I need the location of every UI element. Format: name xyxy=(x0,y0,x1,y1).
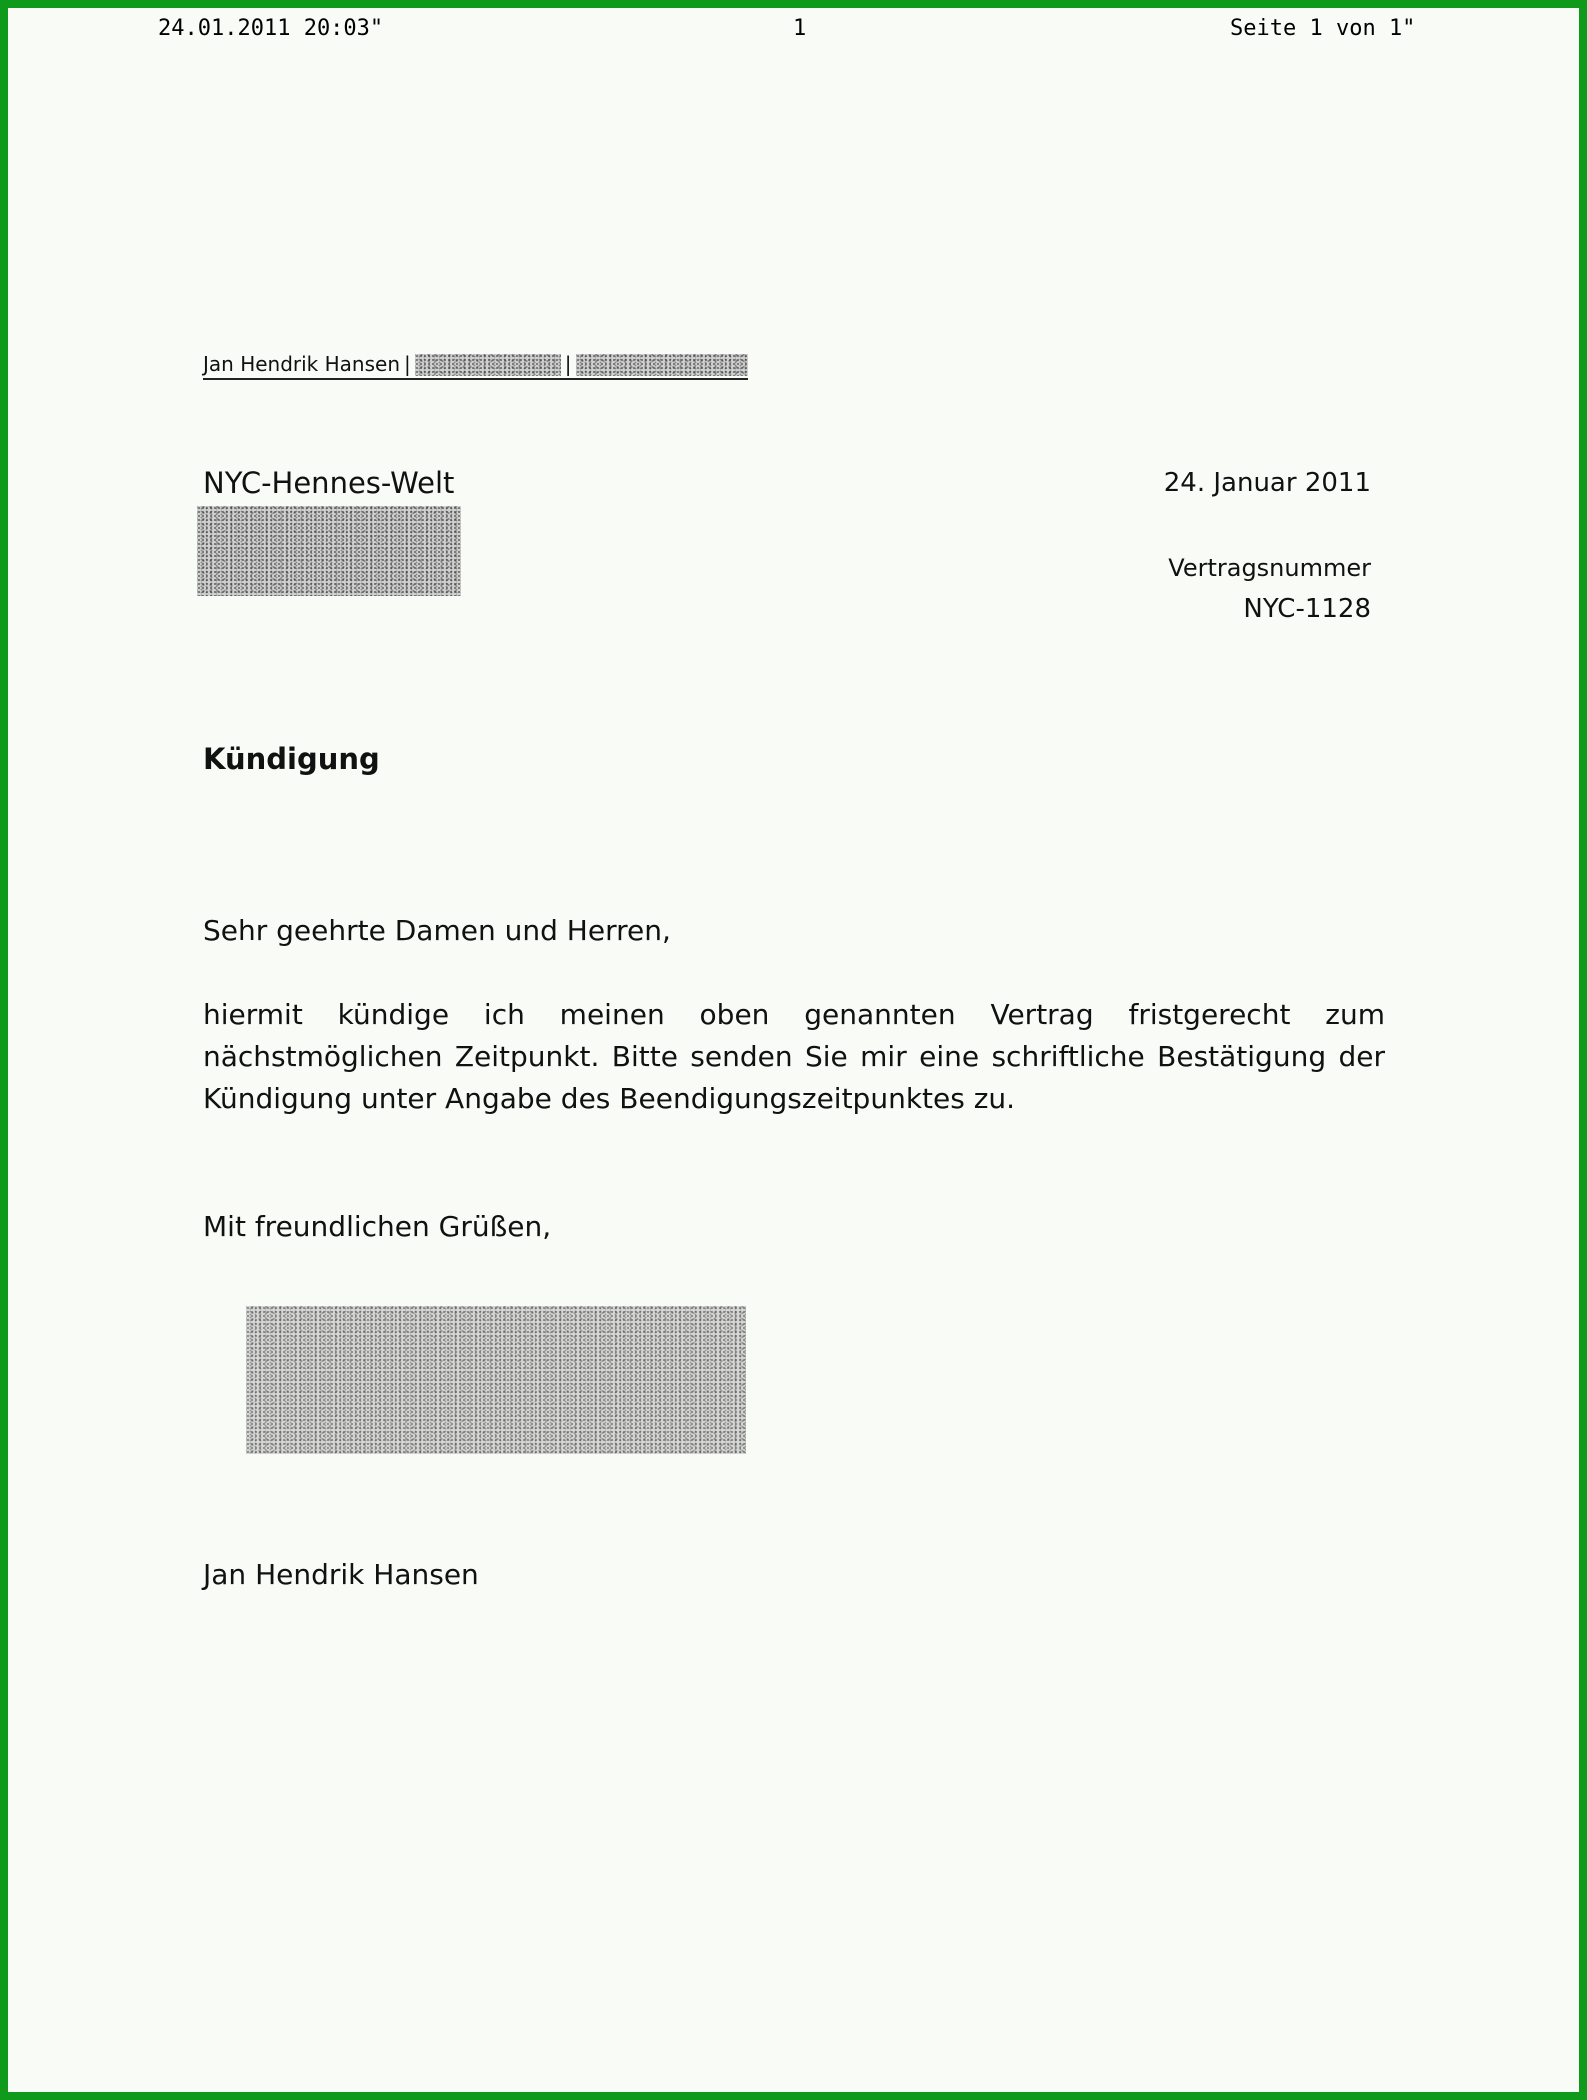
sender-separator: | xyxy=(404,352,411,376)
letter-body: hiermit kündige ich meinen oben genannten Vertrag fristgerecht zum nächstmöglichen Zeitpunkt. Bitte senden Sie mir eine schriftliche Bestätigung der Kündigung unter Angabe des Beendigungszeitpunktes zu. xyxy=(203,998,1385,1115)
letter-closing: Mit freundlichen Grüßen, xyxy=(203,1210,552,1243)
sender-separator: | xyxy=(564,352,572,376)
letter-salutation: Sehr geehrte Damen und Herren, xyxy=(203,914,671,947)
sender-return-address xyxy=(203,352,748,380)
redacted-recipient-address xyxy=(197,506,461,596)
letter-date: 24. Januar 2011 xyxy=(1163,468,1371,498)
recipient-name: NYC-Hennes-Welt xyxy=(203,466,455,500)
redacted-city xyxy=(576,354,748,376)
print-timestamp: 24.01.2011 20:03" xyxy=(158,16,384,41)
print-page-of: Seite 1 von 1" xyxy=(1230,16,1416,41)
letter-subject: Kündigung xyxy=(203,742,380,776)
redacted-street xyxy=(415,354,561,376)
contract-label: Vertragsnummer xyxy=(1168,554,1371,582)
sender-name: Jan Hendrik Hansen xyxy=(203,352,400,376)
signature-name: Jan Hendrik Hansen xyxy=(203,1558,479,1591)
redacted-signature xyxy=(246,1306,746,1454)
print-page-number: 1 xyxy=(793,16,807,41)
contract-number: NYC-1128 xyxy=(1243,594,1371,624)
